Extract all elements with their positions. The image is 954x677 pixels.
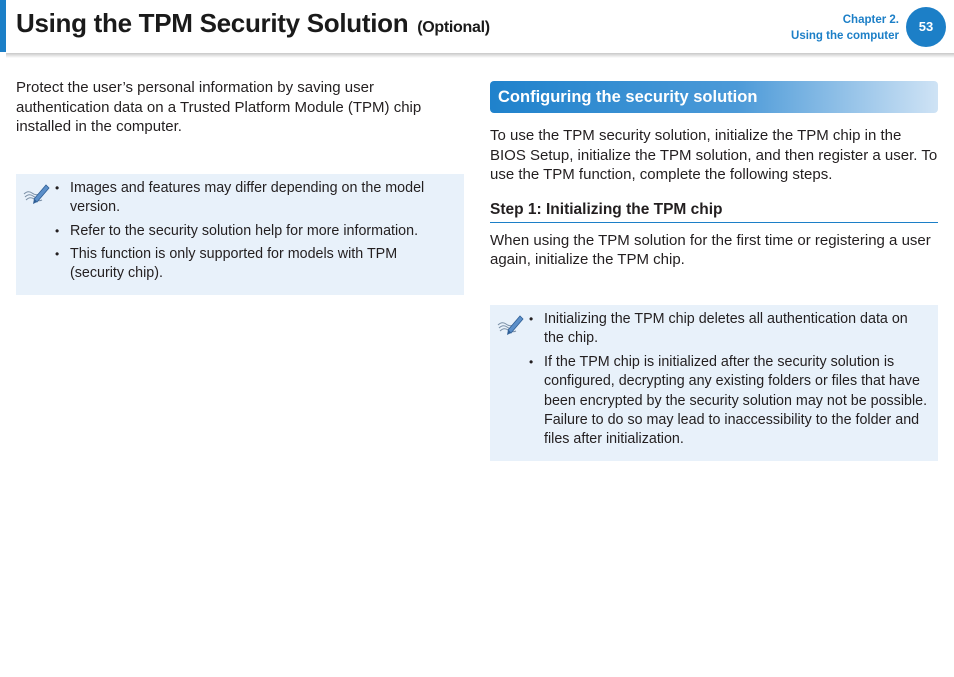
page-title-text: Using the TPM Security Solution: [16, 8, 409, 38]
chapter-label: [791, 12, 899, 44]
note-box-left: [16, 174, 464, 295]
page-title-suffix: (Optional): [417, 19, 490, 36]
header-rule: [6, 53, 954, 58]
pencil-note-icon: [22, 182, 50, 206]
note-list-right: [490, 310, 928, 450]
right-column: [490, 81, 938, 461]
chapter-name: Using the computer: [791, 30, 899, 42]
step-heading: Step 1: Initializing the TPM chip: [490, 201, 938, 223]
section-header: Configuring the security solution: [490, 81, 938, 113]
title-accent-bar: [0, 0, 6, 52]
chapter-number: Chapter 2.: [842, 14, 899, 26]
note-list-left: [16, 179, 454, 284]
page-number-badge: 53: [906, 7, 946, 47]
note-box-right: [490, 305, 938, 461]
step-paragraph: When using the TPM solution for the first time or registering a user again, initialize the TPM chip.: [490, 231, 931, 269]
note-item: • If the TPM chip is initialized after the security solution is configured, decrypting any existing folders or files that have been encrypted by the security solution may not be possible. Failure to do so may lead to inaccessibility to the folder and files after initialization.: [544, 353, 928, 450]
intro-paragraph: Protect the user’s personal information by saving user authentication data on a Trusted Platform Module (TPM) chip installed in the computer.: [16, 79, 422, 136]
page-title: [16, 8, 490, 39]
note-item: • Images and features may differ depending on the model version.: [70, 179, 454, 218]
note-item: • This function is only supported for models with TPM (security chip).: [70, 245, 454, 284]
section-paragraph: To use the TPM security solution, initialize the TPM chip in the BIOS Setup, initialize the TPM solution, and then register a user. To use the TPM function, complete the following steps.: [490, 127, 938, 184]
left-column: [16, 78, 464, 295]
pencil-note-icon: [496, 313, 524, 337]
note-item: • Refer to the security solution help for more information.: [70, 222, 454, 241]
note-item: • Initializing the TPM chip deletes all authentication data on the chip.: [544, 310, 928, 349]
